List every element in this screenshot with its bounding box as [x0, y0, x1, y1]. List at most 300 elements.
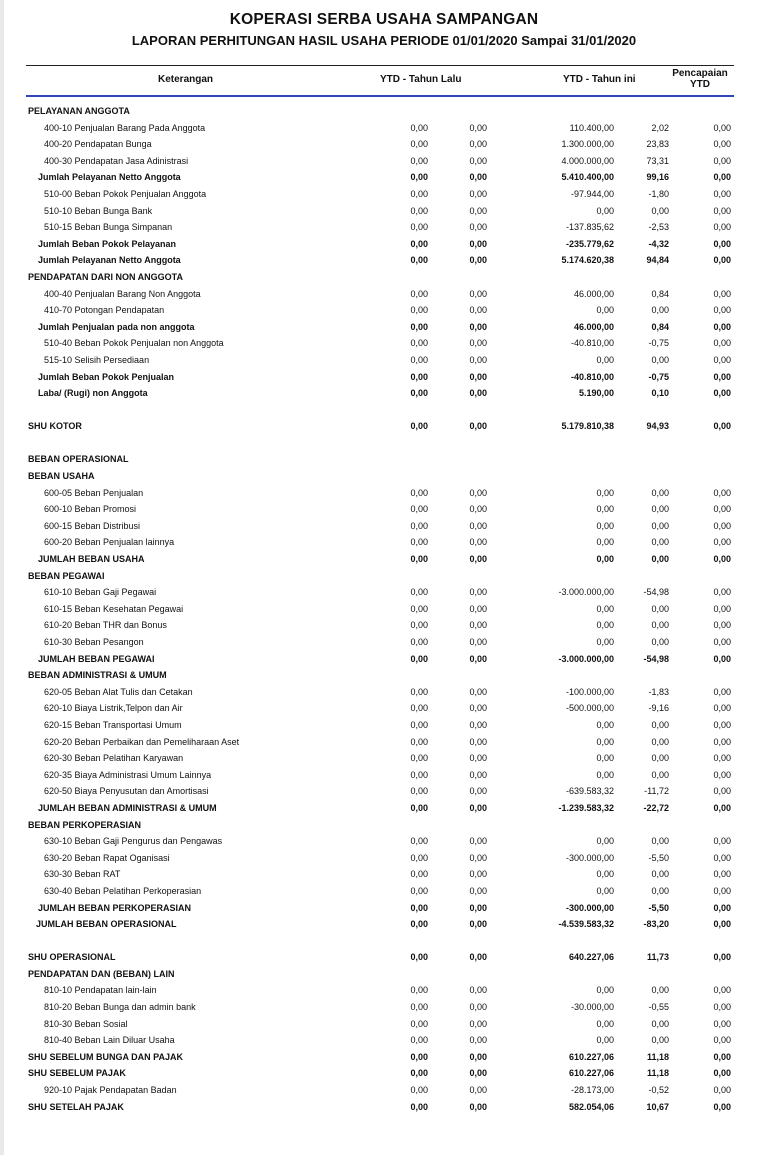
value-ytd-lalu-2: 0,00 [469, 1101, 487, 1112]
table-row [0, 286, 768, 303]
row-label: SHU OPERASIONAL [28, 952, 116, 963]
value-ytd-lalu-2: 0,00 [469, 985, 487, 996]
value-pencapaian-ytd: 0,00 [713, 885, 731, 896]
value-ytd-lalu: 0,00 [410, 1101, 428, 1112]
row-label: 600-15 Beban Distribusi [44, 520, 141, 531]
value-pencapaian-ytd: 0,00 [713, 122, 731, 133]
value-pencapaian-ini: 0,00 [651, 305, 669, 316]
value-ytd-lalu-2: 0,00 [469, 554, 487, 565]
value-pencapaian-ytd: 0,00 [713, 802, 731, 813]
value-ytd-lalu: 0,00 [410, 1051, 428, 1062]
value-ytd-ini: 0,00 [596, 885, 614, 896]
table-row [0, 551, 768, 568]
section-header-row [0, 817, 768, 834]
value-ytd-ini: 0,00 [596, 753, 614, 764]
value-ytd-ini: 610.227,06 [568, 1068, 614, 1079]
table-row [0, 169, 768, 186]
table-row [0, 866, 768, 883]
report-table-body [0, 103, 768, 1115]
value-pencapaian-ytd: 0,00 [713, 354, 731, 365]
row-label: BEBAN USAHA [28, 471, 95, 482]
value-ytd-lalu: 0,00 [410, 222, 428, 233]
value-ytd-ini: 5.179.810,38 [561, 421, 614, 432]
value-ytd-lalu: 0,00 [410, 603, 428, 614]
value-ytd-lalu-2: 0,00 [469, 1051, 487, 1062]
value-ytd-lalu: 0,00 [410, 305, 428, 316]
row-label: 810-10 Pendapatan lain-lain [44, 985, 157, 996]
table-row [0, 319, 768, 336]
value-ytd-lalu: 0,00 [410, 885, 428, 896]
value-pencapaian-ytd: 0,00 [713, 288, 731, 299]
row-label: Jumlah Pelayanan Netto Anggota [38, 172, 181, 183]
row-label: JUMLAH BEBAN OPERASIONAL [36, 919, 177, 930]
value-pencapaian-ini: -0,75 [648, 371, 669, 382]
value-ytd-lalu-2: 0,00 [469, 919, 487, 930]
row-label: 600-05 Beban Penjualan [44, 487, 144, 498]
table-row [0, 601, 768, 618]
value-ytd-ini: 640.227,06 [568, 952, 614, 963]
value-ytd-ini: 110.400,00 [569, 122, 614, 133]
value-pencapaian-ini: 0,00 [651, 205, 669, 216]
row-label: 400-20 Pendapatan Bunga [44, 139, 152, 150]
value-pencapaian-ini: 0,00 [651, 537, 669, 548]
value-ytd-ini: 0,00 [596, 554, 614, 565]
value-pencapaian-ytd: 0,00 [713, 1035, 731, 1046]
value-ytd-lalu-2: 0,00 [469, 1002, 487, 1013]
row-label: 810-20 Beban Bunga dan admin bank [44, 1002, 196, 1013]
value-pencapaian-ytd: 0,00 [713, 719, 731, 730]
value-ytd-lalu-2: 0,00 [469, 172, 487, 183]
value-pencapaian-ytd: 0,00 [713, 554, 731, 565]
value-ytd-ini: -40.810,00 [570, 371, 614, 382]
value-ytd-lalu-2: 0,00 [469, 255, 487, 266]
value-pencapaian-ytd: 0,00 [713, 919, 731, 930]
value-pencapaian-ini: 0,00 [651, 1018, 669, 1029]
table-row [0, 900, 768, 917]
value-ytd-lalu: 0,00 [410, 736, 428, 747]
table-row [0, 385, 768, 402]
value-pencapaian-ytd: 0,00 [713, 852, 731, 863]
value-pencapaian-ytd: 0,00 [713, 620, 731, 631]
value-ytd-lalu: 0,00 [410, 255, 428, 266]
value-pencapaian-ini: 94,93 [646, 421, 669, 432]
table-row [0, 501, 768, 518]
value-pencapaian-ytd: 0,00 [713, 321, 731, 332]
value-ytd-ini: 0,00 [596, 504, 614, 515]
row-label: Jumlah Beban Pokok Pelayanan [38, 238, 177, 249]
value-ytd-lalu: 0,00 [410, 371, 428, 382]
value-ytd-lalu: 0,00 [410, 520, 428, 531]
row-label: BEBAN PERKOPERASIAN [28, 819, 142, 830]
value-pencapaian-ini: 0,10 [651, 388, 669, 399]
row-label: 610-15 Beban Kesehatan Pegawai [44, 603, 184, 614]
table-row [0, 684, 768, 701]
value-ytd-lalu: 0,00 [410, 653, 428, 664]
value-pencapaian-ytd: 0,00 [713, 1101, 731, 1112]
value-pencapaian-ini: 0,00 [651, 1035, 669, 1046]
column-header-ytd-lalu: YTD - Tahun Lalu [380, 74, 462, 85]
table-row [0, 584, 768, 601]
value-ytd-ini: -40.810,00 [570, 338, 614, 349]
value-ytd-ini: -30.000,00 [570, 1002, 614, 1013]
table-row [0, 999, 768, 1016]
column-header-keterangan: Keterangan [158, 74, 214, 85]
value-ytd-lalu-2: 0,00 [469, 802, 487, 813]
value-ytd-lalu: 0,00 [410, 802, 428, 813]
table-row [0, 518, 768, 535]
value-ytd-lalu-2: 0,00 [469, 321, 487, 332]
table-row [0, 883, 768, 900]
value-ytd-ini: -639.583,32 [565, 786, 614, 797]
row-label: 630-40 Beban Pelatihan Perkoperasian [44, 885, 202, 896]
row-label: 630-30 Beban RAT [44, 869, 121, 880]
row-label: Jumlah Pelayanan Netto Anggota [38, 255, 181, 266]
value-pencapaian-ini: -83,20 [643, 919, 669, 930]
value-pencapaian-ini: -4,32 [648, 238, 669, 249]
value-ytd-lalu: 0,00 [410, 902, 428, 913]
table-row [0, 352, 768, 369]
table-row [0, 651, 768, 668]
value-pencapaian-ini: 0,00 [651, 736, 669, 747]
row-label: 600-20 Beban Penjualan lainnya [44, 537, 175, 548]
value-ytd-lalu-2: 0,00 [469, 637, 487, 647]
value-pencapaian-ini: 2,02 [651, 122, 669, 133]
row-label: 600-10 Beban Promosi [44, 504, 137, 515]
row-label: 510-00 Beban Pokok Penjualan Anggota [44, 188, 207, 199]
value-ytd-lalu: 0,00 [410, 421, 428, 432]
value-pencapaian-ytd: 0,00 [713, 504, 731, 515]
row-label: 510-10 Beban Bunga Bank [44, 205, 153, 216]
value-ytd-lalu-2: 0,00 [469, 1035, 487, 1046]
value-ytd-lalu: 0,00 [410, 139, 428, 150]
value-ytd-ini: 582.054,06 [568, 1101, 614, 1112]
value-ytd-lalu: 0,00 [410, 155, 428, 166]
value-ytd-lalu: 0,00 [410, 172, 428, 183]
value-ytd-lalu-2: 0,00 [469, 305, 487, 316]
value-ytd-lalu-2: 0,00 [469, 885, 487, 896]
value-ytd-lalu: 0,00 [410, 769, 428, 780]
table-row [0, 949, 768, 966]
table-row [0, 833, 768, 850]
table-row [0, 418, 768, 435]
value-pencapaian-ini: -9,16 [648, 703, 669, 714]
value-ytd-lalu: 0,00 [410, 836, 428, 847]
value-pencapaian-ytd: 0,00 [713, 686, 731, 697]
row-label: 920-10 Pajak Pendapatan Badan [44, 1085, 177, 1096]
value-ytd-ini: 5.190,00 [578, 388, 614, 399]
row-label: 620-15 Beban Transportasi Umum [44, 719, 182, 730]
value-ytd-lalu-2: 0,00 [469, 1068, 487, 1079]
value-pencapaian-ini: 0,00 [651, 504, 669, 515]
value-ytd-lalu-2: 0,00 [469, 869, 487, 880]
value-pencapaian-ini: 11,18 [646, 1068, 669, 1079]
value-pencapaian-ini: 0,00 [651, 719, 669, 730]
value-ytd-lalu-2: 0,00 [469, 155, 487, 166]
value-ytd-lalu-2: 0,00 [469, 122, 487, 133]
value-ytd-ini: -3.000.000,00 [558, 587, 614, 598]
value-pencapaian-ini: -1,80 [648, 188, 669, 199]
table-row [0, 534, 768, 551]
value-ytd-ini: 0,00 [596, 836, 614, 847]
value-ytd-ini: 0,00 [596, 736, 614, 747]
value-ytd-lalu-2: 0,00 [469, 205, 487, 216]
row-label: 515-10 Selisih Persediaan [44, 354, 150, 365]
table-row [0, 136, 768, 153]
row-label: 610-20 Beban THR dan Bonus [44, 620, 167, 631]
column-header-pencapaian-line1: Pencapaian [672, 68, 728, 79]
row-label: PELAYANAN ANGGOTA [28, 106, 130, 116]
row-label: 810-30 Beban Sosial [44, 1018, 128, 1029]
table-row [0, 982, 768, 999]
value-pencapaian-ini: 11,18 [646, 1051, 669, 1062]
value-ytd-ini: 0,00 [596, 487, 614, 498]
row-label: 400-30 Pendapatan Jasa Adinistrasi [44, 155, 189, 166]
value-ytd-lalu: 0,00 [410, 1002, 428, 1013]
value-pencapaian-ytd: 0,00 [713, 421, 731, 432]
value-pencapaian-ytd: 0,00 [713, 1068, 731, 1079]
value-ytd-lalu: 0,00 [410, 1018, 428, 1029]
value-ytd-ini: 0,00 [596, 205, 614, 216]
row-label: 510-15 Beban Bunga Simpanan [44, 222, 173, 233]
value-pencapaian-ini: -1,83 [648, 686, 669, 697]
value-pencapaian-ini: 0,00 [651, 753, 669, 764]
row-label: Jumlah Penjualan pada non anggota [38, 321, 195, 332]
column-header-pencapaian [660, 68, 740, 90]
value-ytd-lalu-2: 0,00 [469, 1085, 487, 1096]
value-pencapaian-ini: 11,73 [646, 952, 669, 963]
value-ytd-lalu-2: 0,00 [469, 388, 487, 399]
value-ytd-ini: 0,00 [596, 719, 614, 730]
value-ytd-lalu: 0,00 [410, 1035, 428, 1046]
table-row [0, 485, 768, 502]
value-ytd-lalu: 0,00 [410, 238, 428, 249]
value-ytd-ini: 0,00 [596, 985, 614, 996]
value-pencapaian-ini: 23,83 [646, 139, 669, 150]
value-ytd-ini: 0,00 [596, 354, 614, 365]
row-label: JUMLAH BEBAN PEGAWAI [38, 653, 155, 664]
value-pencapaian-ini: -54,98 [643, 653, 669, 664]
table-row [0, 767, 768, 784]
table-row [0, 717, 768, 734]
value-pencapaian-ini: 0,00 [651, 520, 669, 531]
value-ytd-lalu-2: 0,00 [469, 338, 487, 349]
table-row [0, 186, 768, 203]
value-ytd-lalu: 0,00 [410, 620, 428, 631]
value-ytd-lalu-2: 0,00 [469, 703, 487, 714]
value-ytd-lalu: 0,00 [410, 354, 428, 365]
value-ytd-lalu: 0,00 [410, 637, 428, 647]
value-ytd-lalu: 0,00 [410, 188, 428, 199]
value-ytd-ini: 0,00 [596, 637, 614, 647]
row-label: SHU SETELAH PAJAK [28, 1101, 124, 1112]
value-pencapaian-ini: -54,98 [643, 587, 669, 598]
value-ytd-ini: -137.835,62 [565, 222, 614, 233]
value-ytd-lalu-2: 0,00 [469, 686, 487, 697]
value-ytd-lalu-2: 0,00 [469, 371, 487, 382]
value-pencapaian-ini: 0,84 [651, 321, 669, 332]
spacer-row [0, 933, 768, 950]
value-ytd-ini: -4.539.583,32 [558, 919, 614, 930]
table-row [0, 1082, 768, 1099]
table-row [0, 1099, 768, 1116]
value-pencapaian-ini: 0,00 [651, 885, 669, 896]
table-row [0, 850, 768, 867]
value-pencapaian-ytd: 0,00 [713, 703, 731, 714]
value-pencapaian-ini: 0,00 [651, 637, 669, 647]
value-pencapaian-ytd: 0,00 [713, 238, 731, 249]
value-ytd-ini: -235.779,62 [565, 238, 614, 249]
value-ytd-lalu: 0,00 [410, 786, 428, 797]
value-pencapaian-ytd: 0,00 [713, 537, 731, 548]
value-pencapaian-ini: 94,84 [646, 255, 669, 266]
table-row [0, 335, 768, 352]
value-ytd-ini: 0,00 [596, 769, 614, 780]
value-pencapaian-ytd: 0,00 [713, 222, 731, 233]
value-ytd-lalu-2: 0,00 [469, 653, 487, 664]
value-pencapaian-ini: -5,50 [648, 852, 669, 863]
value-ytd-lalu-2: 0,00 [469, 769, 487, 780]
value-pencapaian-ini: 0,00 [651, 620, 669, 631]
value-ytd-ini: -300.000,00 [565, 902, 614, 913]
value-ytd-lalu: 0,00 [410, 205, 428, 216]
table-row [0, 302, 768, 319]
value-pencapaian-ini: 0,00 [651, 554, 669, 565]
value-pencapaian-ytd: 0,00 [713, 1018, 731, 1029]
row-label: PENDAPATAN DAN (BEBAN) LAIN [28, 968, 175, 979]
value-ytd-ini: 0,00 [596, 537, 614, 548]
value-pencapaian-ini: 0,00 [651, 487, 669, 498]
row-label: JUMLAH BEBAN ADMINISTRASI & UMUM [38, 802, 217, 813]
value-ytd-lalu: 0,00 [410, 1068, 428, 1079]
row-label: JUMLAH BEBAN PERKOPERASIAN [38, 902, 192, 913]
value-ytd-lalu-2: 0,00 [469, 603, 487, 614]
value-pencapaian-ytd: 0,00 [713, 205, 731, 216]
value-pencapaian-ini: 0,00 [651, 836, 669, 847]
row-label: BEBAN OPERASIONAL [28, 454, 129, 465]
value-ytd-ini: 5.174.620,38 [561, 255, 614, 266]
value-pencapaian-ytd: 0,00 [713, 587, 731, 598]
row-label: 620-35 Biaya Administrasi Umum Lainnya [44, 769, 212, 780]
row-label: BEBAN PEGAWAI [28, 570, 105, 581]
value-ytd-ini: 46.000,00 [573, 288, 614, 299]
value-ytd-lalu-2: 0,00 [469, 620, 487, 631]
row-label: 400-40 Penjualan Barang Non Anggota [44, 288, 201, 299]
report-subtitle: LAPORAN PERHITUNGAN HASIL USAHA PERIODE 01/01/2020 Sampai 31/01/2020 [131, 33, 637, 48]
value-ytd-lalu-2: 0,00 [469, 836, 487, 847]
value-pencapaian-ini: 73,31 [646, 155, 669, 166]
row-label: JUMLAH BEBAN USAHA [38, 554, 145, 565]
value-pencapaian-ytd: 0,00 [713, 255, 731, 266]
value-ytd-ini: 610.227,06 [568, 1051, 614, 1062]
section-header-row [0, 966, 768, 983]
row-label: 400-10 Penjualan Barang Pada Anggota [44, 122, 206, 133]
value-ytd-lalu-2: 0,00 [469, 537, 487, 548]
value-pencapaian-ytd: 0,00 [713, 985, 731, 996]
value-ytd-lalu: 0,00 [410, 554, 428, 565]
row-label: 610-10 Beban Gaji Pegawai [44, 587, 157, 598]
value-ytd-lalu: 0,00 [410, 504, 428, 515]
value-pencapaian-ytd: 0,00 [713, 786, 731, 797]
value-pencapaian-ini: 0,00 [651, 354, 669, 365]
value-ytd-lalu-2: 0,00 [469, 354, 487, 365]
value-pencapaian-ini: 0,00 [651, 769, 669, 780]
table-row [0, 634, 768, 651]
value-ytd-lalu: 0,00 [410, 338, 428, 349]
value-ytd-lalu-2: 0,00 [469, 504, 487, 515]
value-ytd-ini: -3.000.000,00 [558, 653, 614, 664]
value-ytd-lalu-2: 0,00 [469, 753, 487, 764]
row-label: 620-10 Biaya Listrik,Telpon dan Air [44, 703, 183, 714]
row-label: SHU SEBELUM PAJAK [28, 1068, 126, 1079]
section-header-row [0, 269, 768, 286]
value-ytd-ini: 0,00 [596, 603, 614, 614]
table-row [0, 1065, 768, 1082]
value-ytd-lalu: 0,00 [410, 852, 428, 863]
value-ytd-lalu: 0,00 [410, 952, 428, 963]
row-label: SHU SEBELUM BUNGA DAN PAJAK [28, 1051, 184, 1062]
column-header-pencapaian-line2: YTD [690, 79, 710, 90]
value-ytd-lalu: 0,00 [410, 288, 428, 299]
row-label: 620-20 Beban Perbaikan dan Pemeliharaan Aset [44, 736, 240, 747]
row-label: 620-05 Beban Alat Tulis dan Cetakan [44, 686, 193, 697]
table-row [0, 700, 768, 717]
table-row [0, 916, 768, 933]
value-pencapaian-ytd: 0,00 [713, 836, 731, 847]
value-ytd-lalu-2: 0,00 [469, 520, 487, 531]
value-pencapaian-ytd: 0,00 [713, 603, 731, 614]
table-row [0, 203, 768, 220]
value-ytd-ini: 0,00 [596, 869, 614, 880]
value-pencapaian-ytd: 0,00 [713, 305, 731, 316]
value-ytd-ini: -500.000,00 [565, 703, 614, 714]
value-ytd-ini: -100.000,00 [565, 686, 614, 697]
table-header [0, 68, 768, 95]
table-row [0, 1016, 768, 1033]
value-pencapaian-ini: 0,00 [651, 869, 669, 880]
value-pencapaian-ytd: 0,00 [713, 1002, 731, 1013]
table-row [0, 1032, 768, 1049]
value-pencapaian-ini: 99,16 [646, 172, 669, 183]
row-label: 630-20 Beban Rapat Oganisasi [44, 852, 170, 863]
value-pencapaian-ytd: 0,00 [713, 172, 731, 183]
value-pencapaian-ytd: 0,00 [713, 736, 731, 747]
value-pencapaian-ini: -5,50 [648, 902, 669, 913]
table-row [0, 120, 768, 137]
row-label: BEBAN ADMINISTRASI & UMUM [28, 670, 167, 681]
value-ytd-ini: 0,00 [596, 620, 614, 631]
value-ytd-ini: -1.239.583,32 [558, 802, 614, 813]
column-header-ytd-ini: YTD - Tahun ini [563, 74, 636, 85]
value-pencapaian-ytd: 0,00 [713, 869, 731, 880]
value-pencapaian-ini: 0,00 [651, 985, 669, 996]
value-ytd-lalu-2: 0,00 [469, 188, 487, 199]
value-ytd-ini: 0,00 [596, 520, 614, 531]
value-ytd-ini: -300.000,00 [565, 852, 614, 863]
value-ytd-ini: 5.410.400,00 [561, 172, 614, 183]
section-header-row [0, 667, 768, 684]
value-ytd-lalu-2: 0,00 [469, 139, 487, 150]
value-pencapaian-ytd: 0,00 [713, 952, 731, 963]
value-pencapaian-ini: -0,52 [648, 1085, 669, 1096]
row-label: 410-70 Potongan Pendapatan [44, 305, 165, 316]
section-header-row [0, 451, 768, 468]
value-ytd-lalu-2: 0,00 [469, 487, 487, 498]
value-ytd-ini: -97.944,00 [570, 188, 614, 199]
value-pencapaian-ini: -11,72 [644, 786, 669, 797]
value-pencapaian-ytd: 0,00 [713, 653, 731, 664]
value-pencapaian-ytd: 0,00 [713, 155, 731, 166]
value-ytd-lalu-2: 0,00 [469, 952, 487, 963]
